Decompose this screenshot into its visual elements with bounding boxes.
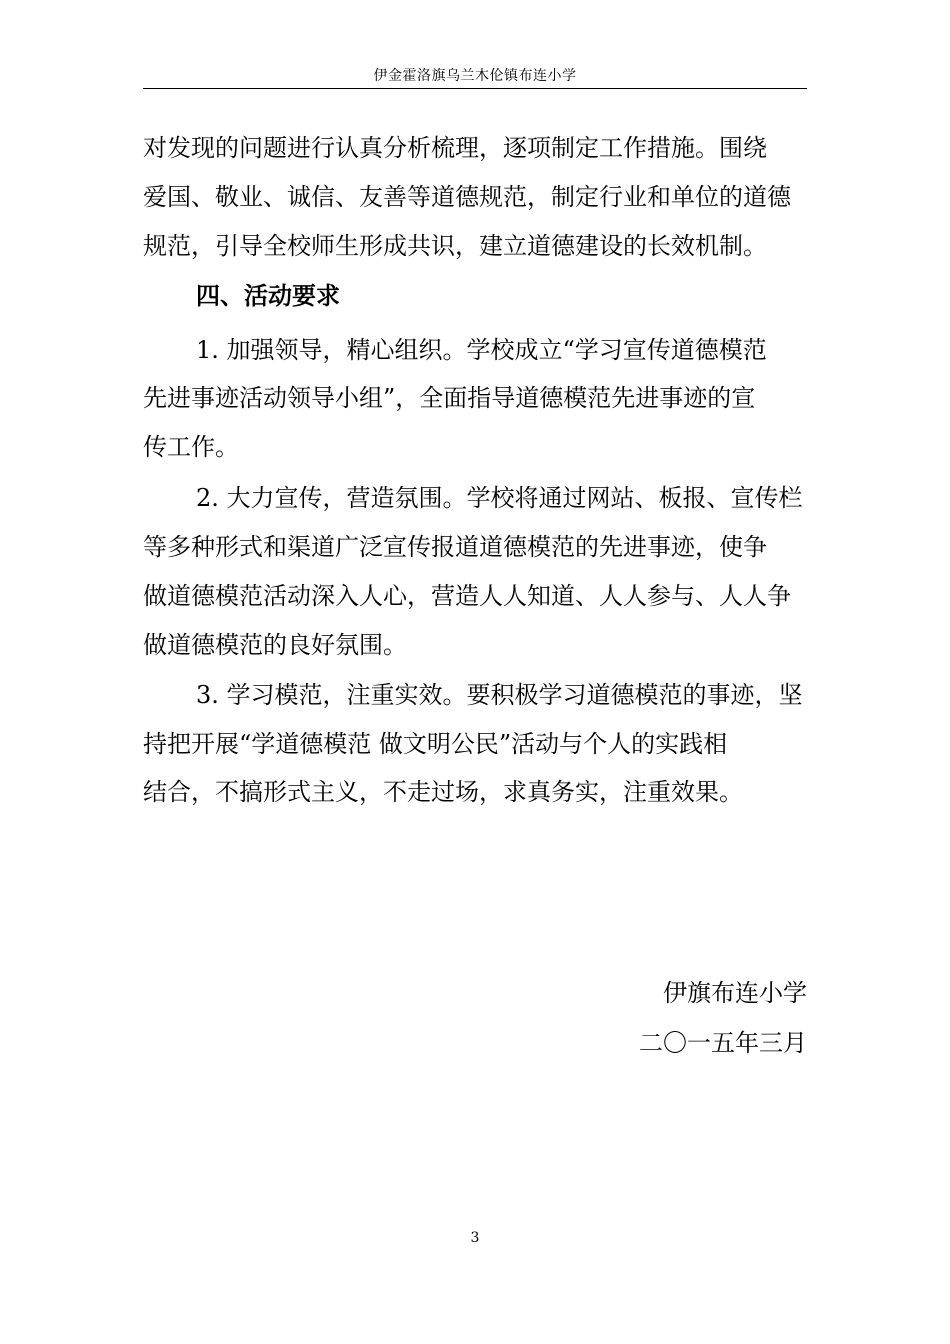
body-line: 2. 大力宣传，营造氛围。学校将通过网站、板报、宣传栏: [196, 484, 803, 512]
signature-org: 伊旗布连小学: [663, 979, 807, 1007]
body-line: 规范，引导全校师生形成共识，建立道德建设的长效机制。: [143, 232, 767, 260]
page-header: 伊金霍洛旗乌兰木伦镇布连小学: [373, 68, 577, 84]
body-line: 3. 学习模范，注重实效。要积极学习道德模范的事迹，坚: [196, 681, 803, 709]
body-line: 1. 加强领导，精心组织。学校成立“学习宣传道德模范: [196, 336, 767, 364]
body-line: 等多种形式和渠道广泛宣传报道道德模范的先进事迹，使争: [143, 533, 767, 561]
page-number: 3: [470, 1230, 480, 1246]
header-rule: [143, 88, 807, 89]
body-line: 对发现的问题进行认真分析梳理，逐项制定工作措施。围绕: [143, 134, 767, 162]
body-line: 持把开展“学道德模范 做文明公民”活动与个人的实践相: [143, 730, 728, 758]
body-line: 结合，不搞形式主义，不走过场，求真务实，注重效果。: [143, 778, 743, 806]
body-line: 做道德模范的良好氛围。: [143, 631, 407, 659]
body-line: 先进事迹活动领导小组”，全面指导道德模范先进事迹的宣: [143, 384, 756, 412]
body-line: 传工作。: [143, 433, 239, 461]
signature-date: 二〇一五年三月: [639, 1029, 807, 1057]
section-heading: 四、活动要求: [196, 282, 340, 310]
body-line: 爱国、敬业、诚信、友善等道德规范，制定行业和单位的道德: [143, 183, 791, 211]
body-line: 做道德模范活动深入人心，营造人人知道、人人参与、人人争: [143, 582, 791, 610]
